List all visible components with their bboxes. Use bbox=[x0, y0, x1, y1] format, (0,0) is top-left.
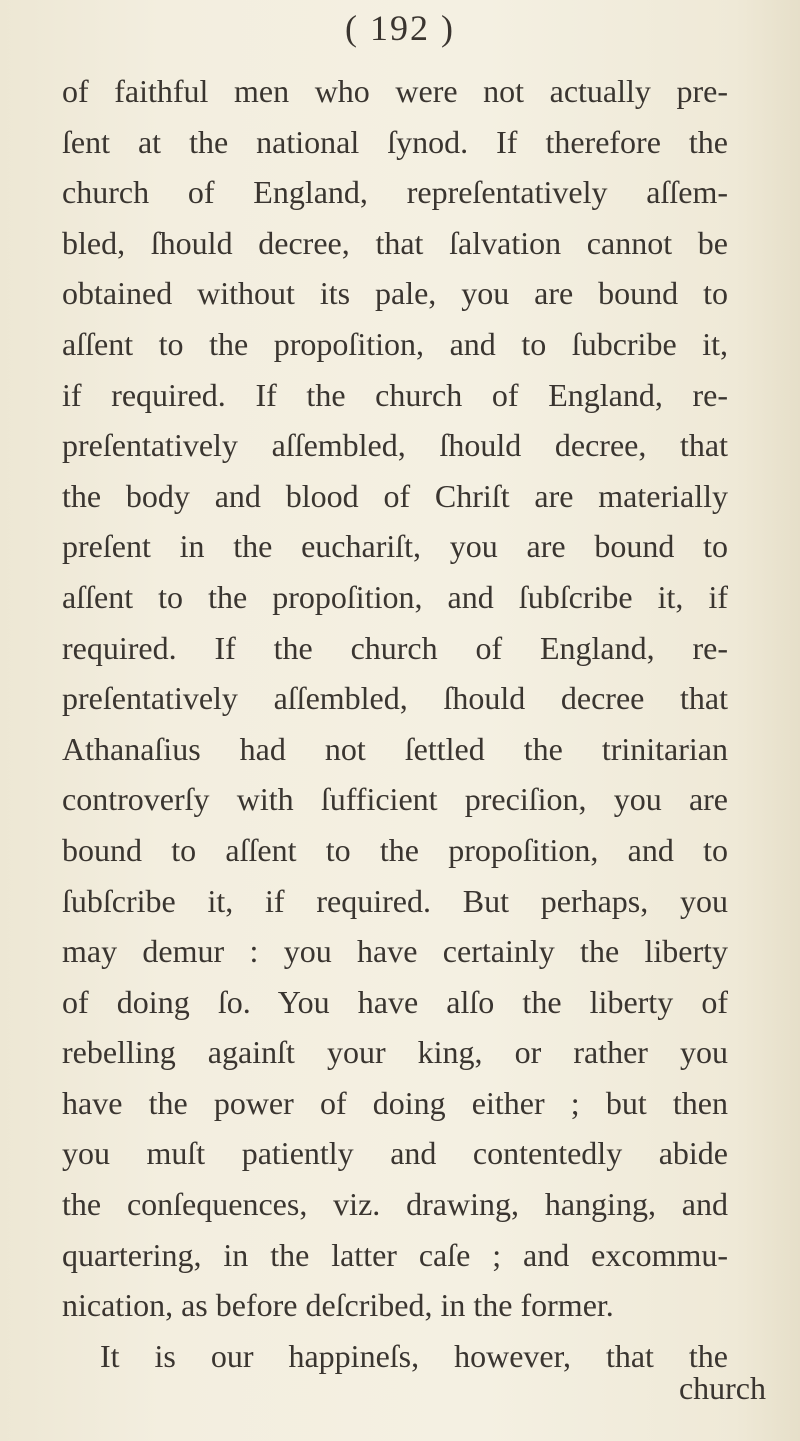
text-line: church of England, repreſentatively aſſem- bbox=[62, 174, 728, 211]
text-line: of doing ſo. You have alſo the liberty of bbox=[62, 983, 728, 1020]
text-line: required. If the church of England, re- bbox=[62, 629, 728, 666]
text-line: nication, as before deſcribed, in the former. bbox=[62, 1287, 614, 1324]
text-line: the body and blood of Chriſt are materially bbox=[62, 477, 728, 514]
text-line: ſent at the national ſynod. If therefore the bbox=[62, 123, 728, 160]
text-line: controverſy with ſufficient preciſion, you are bbox=[62, 781, 728, 818]
text-line: may demur : you have certainly the liberty bbox=[62, 933, 728, 970]
text-line: preſent in the euchariſt, you are bound to bbox=[62, 528, 728, 565]
catchword: church bbox=[678, 1370, 766, 1406]
text-line: bound to aſſent to the propoſition, and to bbox=[62, 831, 728, 868]
text-line: preſentatively aſſembled, ſhould decree that bbox=[62, 680, 728, 717]
text-line: of faithful men who were not actually pre- bbox=[62, 73, 728, 109]
text-line: ſubſcribe it, if required. But perhaps, you bbox=[62, 882, 728, 919]
text-line: aſſent to the propoſition, and to ſubcribe it, bbox=[62, 325, 728, 362]
text-line: aſſent to the propoſition, and ſubſcribe it, if bbox=[62, 578, 728, 615]
text-line: if required. If the church of England, re- bbox=[62, 376, 728, 413]
text-line: bled, ſhould decree, that ſalvation cannot be bbox=[62, 224, 728, 261]
page-number: ( 192 ) bbox=[345, 8, 455, 48]
body-text bbox=[62, 66, 728, 1381]
text-line: have the power of doing either ; but then bbox=[62, 1084, 728, 1121]
text-line: preſentatively aſſembled, ſhould decree, that bbox=[62, 427, 728, 464]
text-line: It is our happineſs, however, that the bbox=[100, 1337, 728, 1374]
text-line: rebelling againſt your king, or rather you bbox=[62, 1034, 728, 1071]
text-line: obtained without its pale, you are bound to bbox=[62, 275, 728, 312]
text-line: you muſt patiently and contentedly abide bbox=[62, 1135, 728, 1172]
text-line: Athanaſius had not ſettled the trinitarian bbox=[62, 730, 728, 767]
text-line: the conſequences, viz. drawing, hanging, and bbox=[62, 1186, 728, 1223]
text-line: quartering, in the latter caſe ; and excommu- bbox=[62, 1236, 728, 1273]
